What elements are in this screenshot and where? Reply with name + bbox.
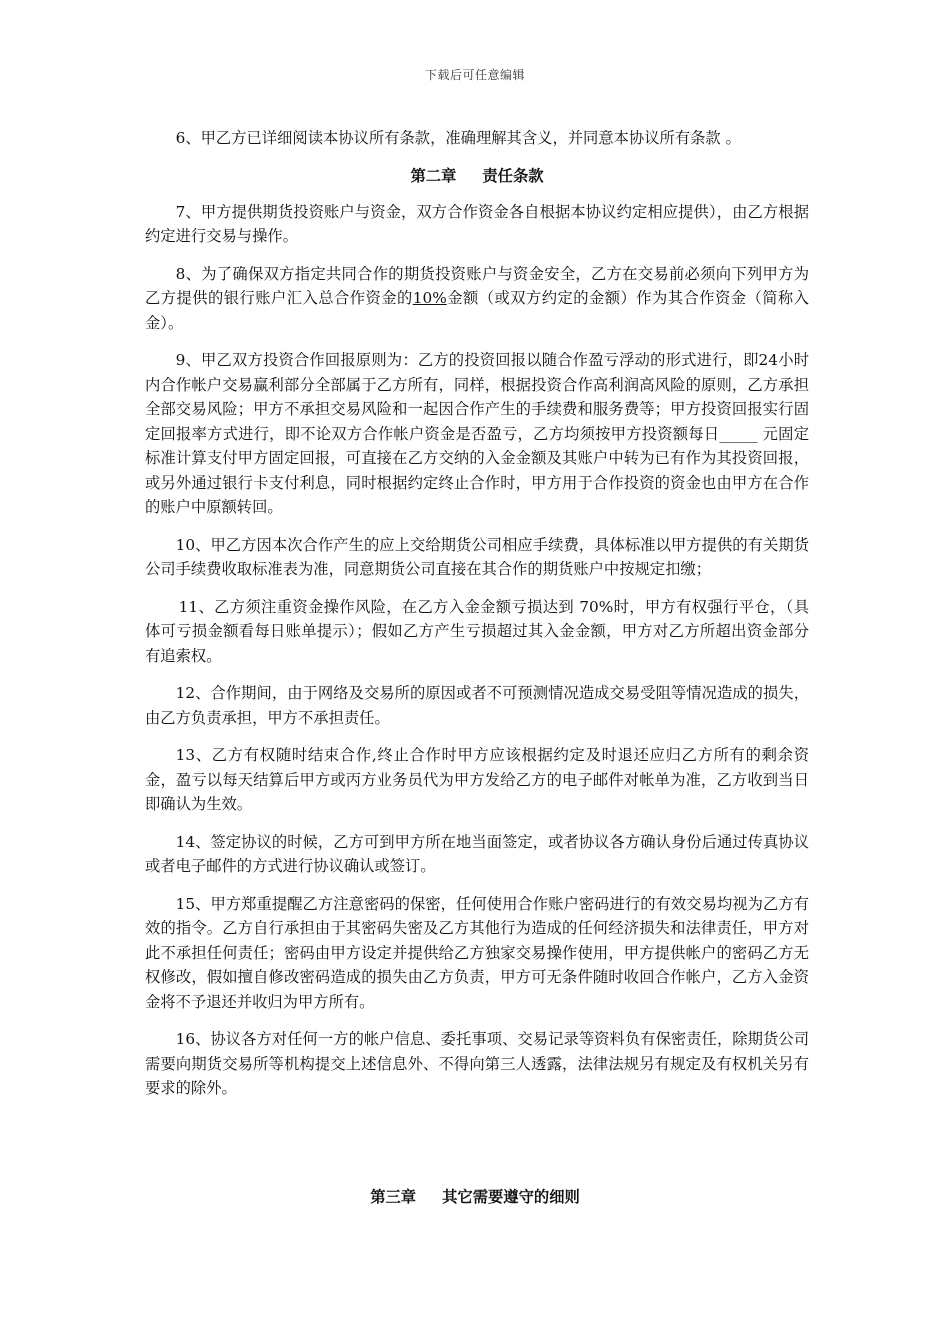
chapter-3-number: 第三章 [370,1188,417,1206]
clause-11: 11、乙方须注重资金操作风险，在乙方入金金额亏损达到 70%时，甲方有权强行平仓，（具体可亏损金额看每日账单提示）；假如乙方产生亏损超过其入金金额，甲方对乙方所超出资金部分有追索权。 [145,597,809,665]
header-note: 下载后可任意编辑 [424,68,525,82]
clause-8-text-before: 8、为了确保双方指定共同合作的期货投资账户与资金安全，乙方在交易前必须向下列甲方为乙方提供的银行账户汇入总合作资金的 [145,264,809,307]
chapter-2-heading [145,164,809,188]
document-body [145,126,809,1114]
clause-10: 10、甲乙方因本次合作产生的应上交给期货公司相应手续费，具体标准以甲方提供的有关期货公司手续费收取标准表为准，同意期货公司直接在其合作的期货账户中按规定扣缴； [145,535,809,578]
clause-6: 6、甲乙方已详细阅读本协议所有条款，准确理解其含义，并同意本协议所有条款 。 [175,129,741,147]
chapter-3-heading [0,1185,950,1209]
chapter-2-title: 责任条款 [482,166,544,185]
clause-16: 16、协议各方对任何一方的帐户信息、委托事项、交易记录等资料负有保密责任，除期货公司需要向期货交易所等机构提交上述信息外、不得向第三人透露，法律法规另有规定及有权机关另有要求的除外。 [145,1030,809,1097]
clause-14: 14、签定协议的时候，乙方可到甲方所在地当面签定，或者协议各方确认身份后通过传真协议或者电子邮件的方式进行协议确认或签订。 [145,832,809,875]
clause-7: 7、甲方提供期货投资账户与资金，双方合作资金各自根据本协议约定相应提供），由乙方根据约定进行交易与操作。 [145,202,809,245]
clause-12: 12、合作期间，由于网络及交易所的原因或者不可预测情况造成交易受阻等情况造成的损失，由乙方负责承担，甲方不承担责任。 [145,684,809,727]
chapter-3-title: 其它需要遵守的细则 [442,1188,580,1206]
clause-9: 9、甲乙双方投资合作回报原则为：乙方的投资回报以随合作盈亏浮动的形式进行，即24小时内合作帐户交易赢利部分全部属于乙方所有，同样，根据投资合作高利润高风险的原则，乙方承担全部交易风险；甲方不承担交易风险和一起因合作产生的手续费和服务费等；甲方投资回报实行固定回报率方式进行，即不论双方合作帐户资金是否盈亏，乙方均须按甲方投资额每日_____ 元固定标准计算支付甲方固定回报，可直接在乙方交纳的入金金额及其账户中转为已有作为其投资回报，或另外通过银行卡支付利息，同时根据约定终止合作时，甲方用于合作投资的资金也由甲方在合作的账户中原额转回。 [145,351,809,516]
chapter-2-number: 第二章 [410,166,457,185]
clause-15: 15、甲方郑重提醒乙方注意密码的保密，任何使用合作账户密码进行的有效交易均视为乙方有效的指令。乙方自行承担由于其密码失密及乙方其他行为造成的任何经济损失和法律责任，甲方对此不承担任何责任；密码由甲方设定并提供给乙方独家交易操作使用，甲方提供帐户的密码乙方无权修改，假如擅自修改密码造成的损失由乙方负责，甲方可无条件随时收回合作帐户，乙方入金资金将不予退还并收归为甲方所有。 [145,894,809,1011]
clause-8-percentage: 10% [412,289,447,307]
clause-13: 13、乙方有权随时结束合作,终止合作时甲方应该根据约定及时退还应归乙方所有的剩余资金，盈亏以每天结算后甲方或丙方业务员代为甲方发给乙方的电子邮件对帐单为准，乙方收到当日即确认为生效。 [145,746,809,813]
clause-8 [145,262,809,336]
clause-8-text-after: 金额（或双方约定的金额）作为其合作资金（简称入金）。 [145,289,809,332]
